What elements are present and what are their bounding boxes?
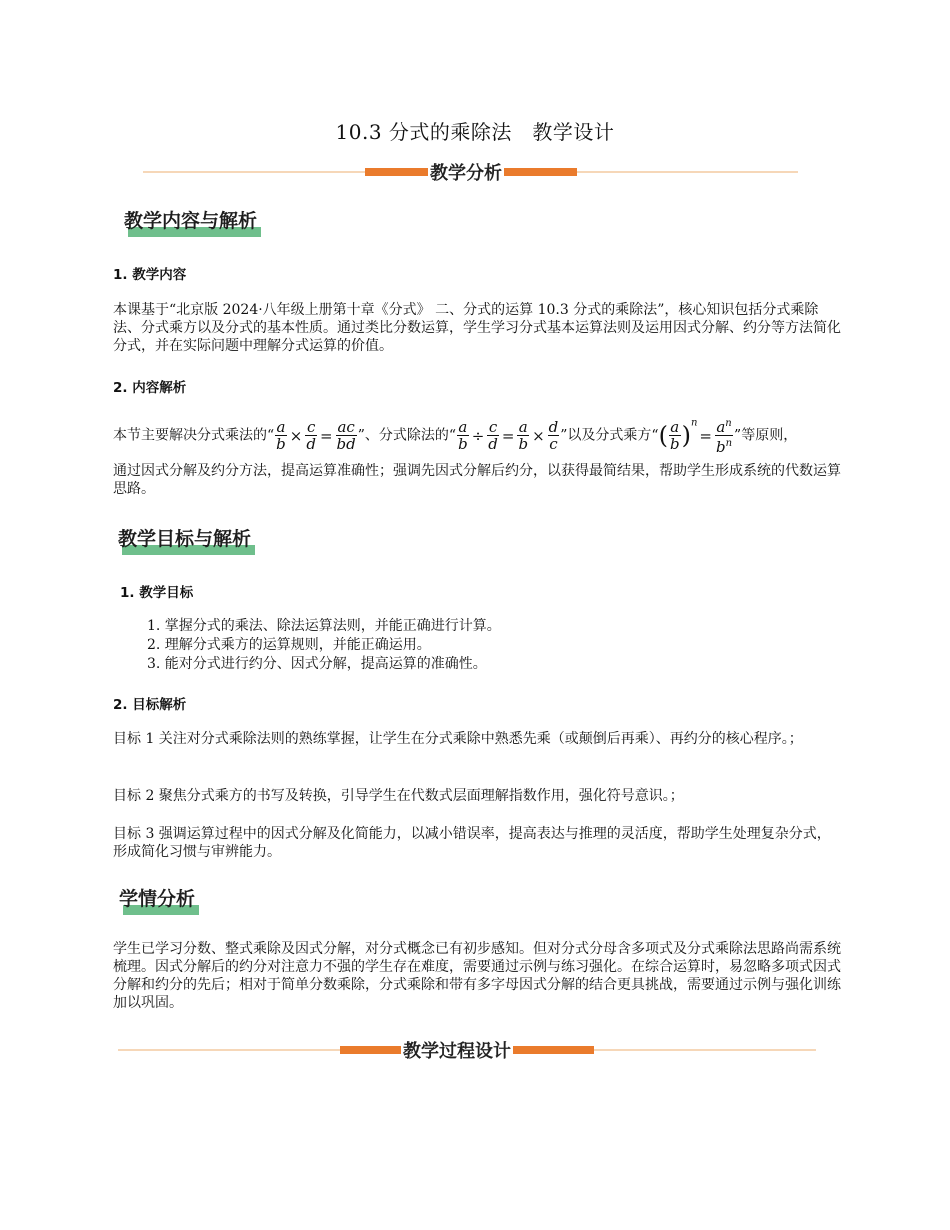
document-title: 10.3 分式的乘除法 教学设计 [335,120,615,144]
paragraph-analysis: 通过因式分解及约分方法，提高运算准确性；强调先因式分解后约分，以获得最简结果，帮助学生形成系统的代数运算思路。 [113,463,841,497]
fraction-a-b-4: $\frac{a}{b}$ [669,418,680,453]
fraction-an-bn: $\frac{a^n}{b^n}$ [715,418,733,456]
fraction-ac-bd: $\frac{ac}{bd}$ [336,418,356,453]
goals-list [147,617,501,674]
list-item: 1. 掌握分式的乘法、除法运算法则，并能正确进行计算。 [147,618,501,634]
fraction-d-c: $\frac{d}{c}$ [548,418,559,453]
list-item: 2. 理解分式乘方的运算规则，并能正确运用。 [147,637,431,653]
section-heading-content: 教学内容与解析 [124,206,257,233]
paragraph-target-2: 目标 2 聚焦分式乘方的书写及转换，引导学生在代数式层面理解指数作用，强化符号意识。； [113,788,684,804]
banner-process-design [118,1040,816,1060]
section-heading-students: 学情分析 [119,884,195,911]
list-item: 3. 能对分式进行约分、因式分解，提高运算的准确性。 [147,656,487,672]
banner-teaching-analysis-label: 教学分析 [428,159,504,185]
banner-teaching-analysis [143,162,798,182]
fraction-c-d-2: $\frac{c}{d}$ [488,418,498,453]
subheading-content: 1. 教学内容 [113,267,187,283]
paragraph-content: 本课基于“北京版 2024·八年级上册第十章《分式》 二、分式的运算 10.3 分式的乘除法”，核心知识包括分式乘除法、分式乘方以及分式的基本性质。通过类比分数运算，学生学习分式基本运算法则及运用因式分解、约分等方法简化分式，并在实际问题中理解分式运算的价值。 [113,302,841,354]
paragraph-students: 学生已学习分数、整式乘除及因式分解，对分式概念已有初步感知。但对分式分母含多项式及分式乘除法思路尚需系统梳理。因式分解后的约分对注意力不强的学生存在难度，需要通过示例与练习强化。在综合运算时，易忽略多项式因式分解和约分的先后；相对于简单分数乘除，分式乘除和带有多字母因式分解的结合更具挑战，需要通过示例与强化训练加以巩固。 [113,941,841,1011]
fraction-a-b: $\frac{a}{b}$ [276,418,286,453]
paragraph-target-1: 目标 1 关注对分式乘除法则的熟练掌握，让学生在分式乘除中熟悉先乘（或颠倒后再乘）、再约分的核心程序。； [113,731,803,747]
subheading-goal-analysis: 2. 目标解析 [113,697,187,713]
subheading-goals: 1. 教学目标 [120,585,194,601]
fraction-a-b-2: $\frac{a}{b}$ [458,418,468,453]
banner-process-design-label: 教学过程设计 [401,1037,513,1063]
section-heading-goals: 教学目标与解析 [118,524,251,551]
fraction-c-d: $\frac{c}{d}$ [306,418,316,453]
formula-line: 本节主要解决分式乘法的“ $\frac{a}{b}$ × $\frac{c}{d}$ = $\frac{ac}{bd}$ ”、分式除法的“ $\frac{a}{b}$ ÷ $\frac{c}{d}$ = $\frac{a}{b}$ × $\frac{d}{c}$ ”以及分式乘方“( $\frac{a}{b}$ )$^n$= $\frac{a^n}{b^n}$ ”等原则， [113,417,798,456]
subheading-analysis: 2. 内容解析 [113,380,187,396]
paragraph-target-3: 目标 3 强调运算过程中的因式分解及化简能力，以减小错误率，提高表达与推理的灵活度，帮助学生处理复杂分式，形成简化习惯与审辨能力。 [113,826,831,860]
fraction-a-b-3: $\frac{a}{b}$ [518,418,529,453]
